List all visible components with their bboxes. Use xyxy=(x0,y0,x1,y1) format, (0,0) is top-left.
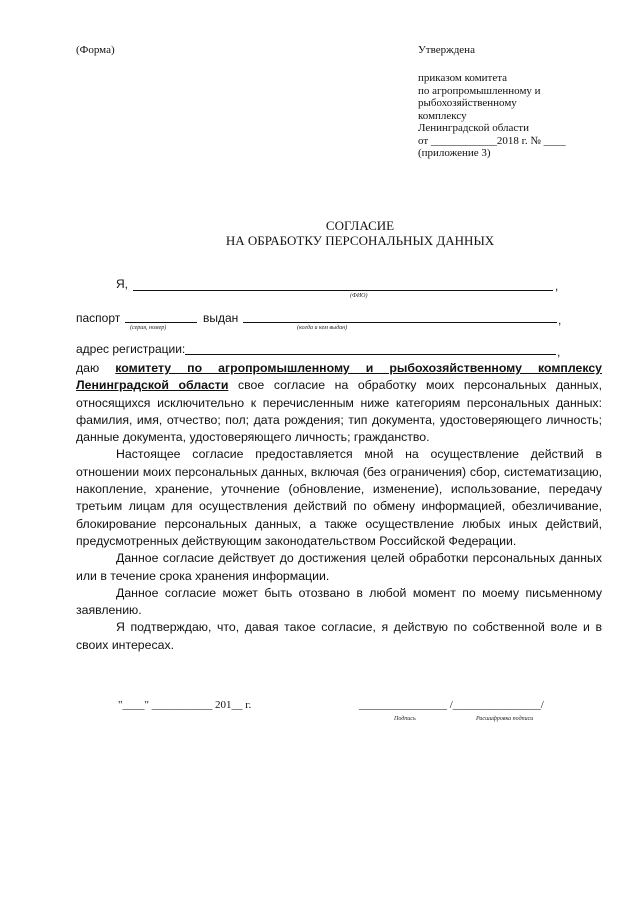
paragraph-consent xyxy=(76,360,602,446)
fio-hint: (ФИО) xyxy=(350,293,368,299)
approval-line: от ____________2018 г. № ____ xyxy=(418,134,566,147)
series-hint: (серия, номер) xyxy=(130,325,167,331)
approval-line: по агропромышленному и xyxy=(418,84,541,97)
issued-hint: (когда и кем выдан) xyxy=(297,325,348,331)
signature-hint: Подпись xyxy=(394,716,416,722)
ya-label: Я, xyxy=(116,277,128,291)
comma: , xyxy=(555,279,559,293)
signature-decode-hint: Расшифровка подписи xyxy=(476,716,534,722)
approval-line: рыбохозяйственному xyxy=(418,97,517,109)
issued-label: выдан xyxy=(203,311,239,325)
committee-name: комитету по агропромышленному и рыбохозяйственному комплексу Ленинградской области xyxy=(76,361,602,393)
comma: , xyxy=(558,313,562,327)
document-subtitle: НА ОБРАБОТКУ ПЕРСОНАЛЬНЫХ ДАННЫХ xyxy=(225,233,495,248)
paragraph-confirmation: Я подтверждаю, что, давая такое согласие, я действую по собственной воле и в своих интересах. xyxy=(76,620,602,652)
address-field[interactable] xyxy=(185,354,556,355)
passport-number-field[interactable] xyxy=(125,322,197,323)
consent-body xyxy=(76,360,602,654)
fio-field[interactable] xyxy=(133,290,553,291)
issued-by-field[interactable] xyxy=(243,322,557,323)
approval-line: комплексу xyxy=(418,109,467,122)
document-title: СОГЛАСИЕ xyxy=(325,218,395,233)
paragraph-validity: Данное согласие действует до достижения целей обработки персональных данных или в течение срока хранения информации. xyxy=(76,551,602,583)
approved-label: Утверждена xyxy=(418,44,475,56)
date-line[interactable]: "____" ___________ 201__ г. xyxy=(118,699,252,711)
form-label: (Форма) xyxy=(76,44,115,56)
address-label: адрес регистрации: xyxy=(76,342,186,356)
passport-label: паспорт xyxy=(76,311,121,325)
paragraph-scope: Настоящее согласие предоставляется мной на осуществление действий в отношении моих персональных данных, включая (без ограничения) сбор, систематизацию, накопление, хранение, уточнение (обновление, изменение), использование, передачу третьим лицам для осуществления действий по обмену информацией, обезличивание, блокирование персональных данных, а также осуществление любых иных действий, предусмотренных действующим законодательством Российской Федерации. xyxy=(76,447,602,548)
paragraph-revocation: Данное согласие может быть отозвано в любой момент по моему письменному заявлению. xyxy=(76,585,602,618)
paragraph-consent-rest: свое согласие на обработку моих персональных данных, относящихся исключительно к перечисленным ниже категориям персональных данных: фамилия, имя, отчество; пол; дата рождения; тип документа, удостоверяющего личность; данные документа, удостоверяющего личность; гражданство. xyxy=(76,378,602,445)
signature-line[interactable]: ________________ /________________/ xyxy=(359,699,544,711)
comma: , xyxy=(557,345,561,359)
give-prefix: даю xyxy=(76,361,100,375)
approval-block xyxy=(418,72,618,160)
approval-line: приказом комитета xyxy=(418,72,508,84)
approval-line: (приложение 3) xyxy=(418,147,491,159)
approval-line: Ленинградской области xyxy=(418,122,529,134)
